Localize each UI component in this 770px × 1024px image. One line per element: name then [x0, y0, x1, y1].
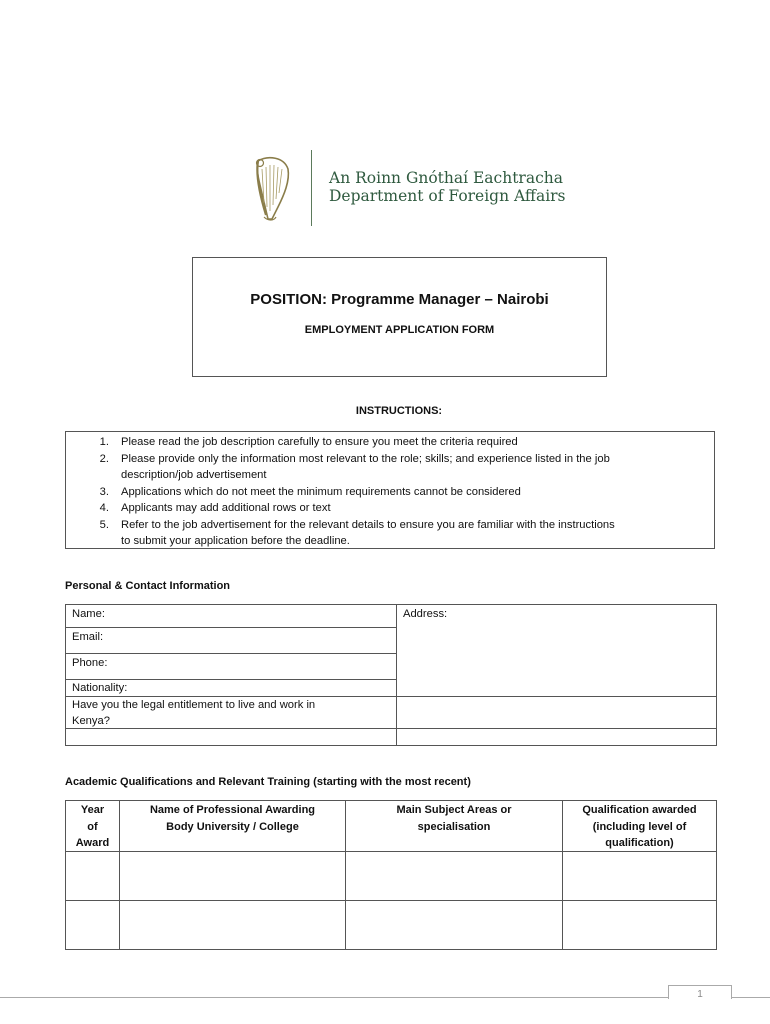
harp-emblem-icon: [250, 155, 292, 223]
phone-field[interactable]: [66, 654, 396, 679]
instruction-text: description/job advertisement: [121, 469, 267, 481]
instructions-heading: INSTRUCTIONS:: [355, 405, 443, 417]
extra-row-left[interactable]: [66, 729, 396, 745]
personal-section-heading: Personal & Contact Information: [65, 580, 231, 592]
instruction-text: Applicants may add additional rows or text: [121, 502, 331, 514]
header-line: Award: [75, 837, 110, 849]
entitlement-question: Have you the legal entitlement to live and work in: [72, 699, 316, 711]
header-line: Main Subject Areas or: [396, 804, 512, 816]
table-cell[interactable]: [563, 901, 716, 949]
column-header-qualification: [563, 802, 716, 852]
instructions-list: [65, 431, 715, 549]
entitlement-question-continued: Kenya?: [72, 715, 110, 727]
column-header-subject-areas: [346, 802, 562, 835]
instruction-text: to submit your application before the deadline.: [121, 535, 350, 547]
table-cell[interactable]: [66, 852, 119, 900]
instruction-number: 2.: [99, 452, 109, 465]
instruction-number: 1.: [99, 436, 109, 448]
header-line: Name of Professional Awarding: [149, 804, 316, 816]
column-header-awarding-body: [120, 802, 345, 835]
form-title: EMPLOYMENT APPLICATION FORM: [304, 324, 495, 336]
department-name-english: Department of Foreign Affairs: [329, 187, 566, 205]
name-field[interactable]: [66, 605, 396, 627]
page-number-tab: [668, 985, 732, 999]
page-number: 1: [697, 989, 703, 1000]
instruction-text: Refer to the job advertisement for the relevant details to ensure you are familiar with the instructions: [121, 518, 615, 531]
header-line: of: [87, 820, 98, 833]
header-line: (including level of: [592, 820, 687, 833]
table-cell[interactable]: [66, 901, 119, 949]
email-field[interactable]: [66, 628, 396, 653]
instruction-number: 5.: [99, 518, 109, 531]
personal-info-table: [65, 604, 717, 746]
nationality-label: Nationality:: [72, 682, 128, 694]
header-line: Year: [80, 804, 105, 816]
address-label: Address:: [403, 608, 448, 620]
header-line: Body University / College: [166, 820, 299, 833]
academic-section-heading: Academic Qualifications and Relevant Training (starting with the most recent): [65, 776, 471, 788]
entitlement-answer-field[interactable]: [397, 697, 716, 728]
table-cell[interactable]: [563, 852, 716, 900]
header-line: qualification): [605, 837, 674, 849]
header-line: Qualification awarded: [582, 804, 697, 816]
instruction-text: Please read the job description carefully to ensure you meet the criteria required: [121, 436, 518, 448]
table-cell[interactable]: [120, 852, 345, 900]
email-label: Email:: [72, 631, 104, 643]
header-line: specialisation: [417, 820, 491, 833]
instruction-text: Please provide only the information most relevant to the role; skills; and experience listed in the job: [121, 452, 610, 465]
footer-line: [0, 997, 770, 998]
instruction-text: Applications which do not meet the minimum requirements cannot be considered: [121, 485, 521, 498]
table-cell[interactable]: [346, 852, 562, 900]
instruction-number: 3.: [99, 485, 109, 498]
department-name-irish: An Roinn Gnóthaí Eachtracha: [329, 169, 563, 187]
column-header-year: [66, 802, 119, 852]
table-cell[interactable]: [120, 901, 345, 949]
position-title: POSITION: Programme Manager – Nairobi: [250, 291, 549, 308]
phone-label: Phone:: [72, 657, 108, 669]
academic-qualifications-table: [65, 800, 717, 950]
extra-row-right[interactable]: [397, 729, 716, 745]
name-label: Name:: [72, 608, 105, 620]
table-cell[interactable]: [346, 901, 562, 949]
instruction-number: 4.: [99, 502, 109, 514]
logo-divider: [311, 150, 312, 226]
position-box: [192, 257, 607, 377]
